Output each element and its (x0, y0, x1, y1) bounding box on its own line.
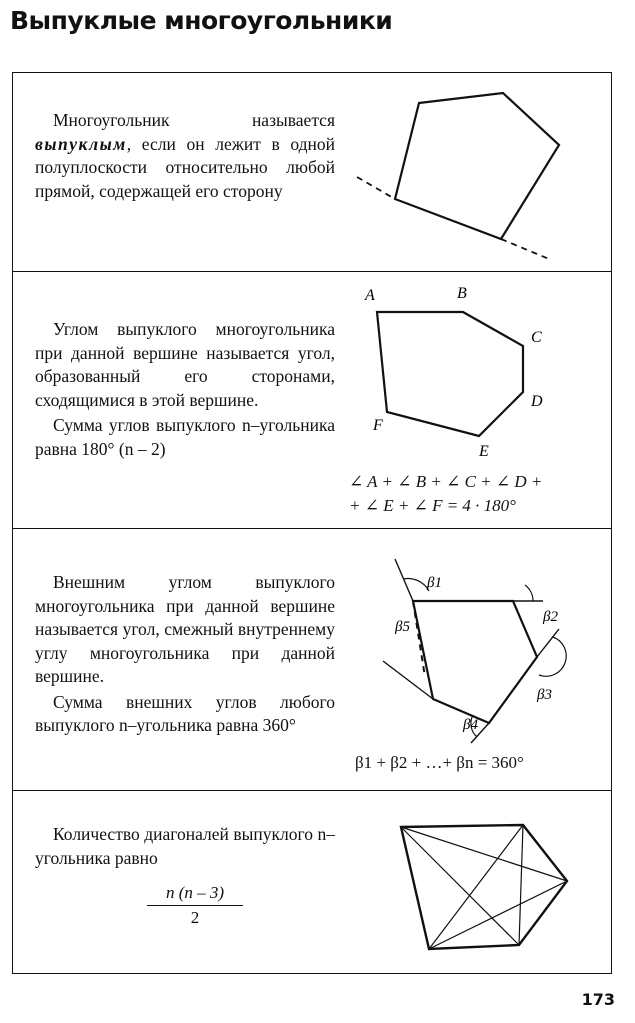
angle-definition-text (35, 318, 335, 461)
diagonals-definition: Количество диагоналей выпуклого n–угольника равно (35, 824, 335, 868)
diagonals-fraction (147, 883, 243, 928)
beta4-label: β4 (463, 717, 478, 733)
vertex-label-a: A (365, 287, 375, 304)
beta5-label: β5 (395, 619, 410, 635)
exterior-definition-text (35, 571, 335, 738)
angle-formula-line2: + ∠ E + ∠ F = 4 · 180° (349, 496, 516, 515)
convex-definition-row (13, 73, 611, 271)
fraction-numerator: n (n – 3) (147, 883, 243, 906)
exterior-angles-figure (343, 549, 603, 744)
vertex-label-b: B (457, 285, 467, 302)
pentagon-diagonals-figure (383, 811, 593, 961)
vertex-label-c: C (531, 329, 542, 346)
beta3-label: β3 (537, 687, 552, 703)
angle-sum-formula (349, 470, 542, 518)
exterior-angle-row (13, 528, 611, 790)
vertex-label-e: E (479, 443, 489, 460)
vertex-label-d: D (531, 393, 543, 410)
angle-sum-text: Сумма углов выпуклого n–угольника равна 180° (n – 2) (35, 415, 335, 459)
diagonals-text (35, 823, 335, 870)
convex-polygon-figure (343, 81, 603, 266)
theorem-table (12, 72, 612, 974)
angle-definition-row (13, 271, 611, 528)
fraction-denominator: 2 (190, 908, 200, 927)
page-title: Выпуклые многоугольники (10, 6, 393, 35)
exterior-sum-formula: β1 + β2 + …+ βn = 360° (355, 753, 524, 772)
diagonals-row (13, 790, 611, 975)
exterior-definition: Внешним углом выпуклого многоугольника при данной вершине называется угол, смежный внутреннему углу многоугольника при данной вершине. (35, 572, 335, 686)
vertex-label-f: F (373, 417, 383, 434)
convex-definition-text (35, 109, 335, 203)
page-number: 173 (581, 990, 615, 1009)
angle-formula-line1: ∠ A + ∠ B + ∠ C + ∠ D + (349, 472, 543, 491)
convex-term: выпуклым (35, 133, 127, 154)
beta1-label: β1 (427, 575, 442, 591)
hexagon-figure (343, 280, 603, 460)
angle-definition: Углом выпуклого многоугольника при данной вершине называется угол, образованный его сторонами, сходящимися в этой вершине. (35, 319, 335, 410)
beta2-label: β2 (543, 609, 558, 625)
convex-text-after: , если он лежит в одной полуплоскости относительно любой прямой, содержащей его сторону (35, 133, 335, 201)
convex-text-before: Многоугольник называется (53, 110, 335, 130)
exterior-sum-text: Сумма внешних углов любого выпуклого n–угольника равна 360° (35, 691, 335, 735)
